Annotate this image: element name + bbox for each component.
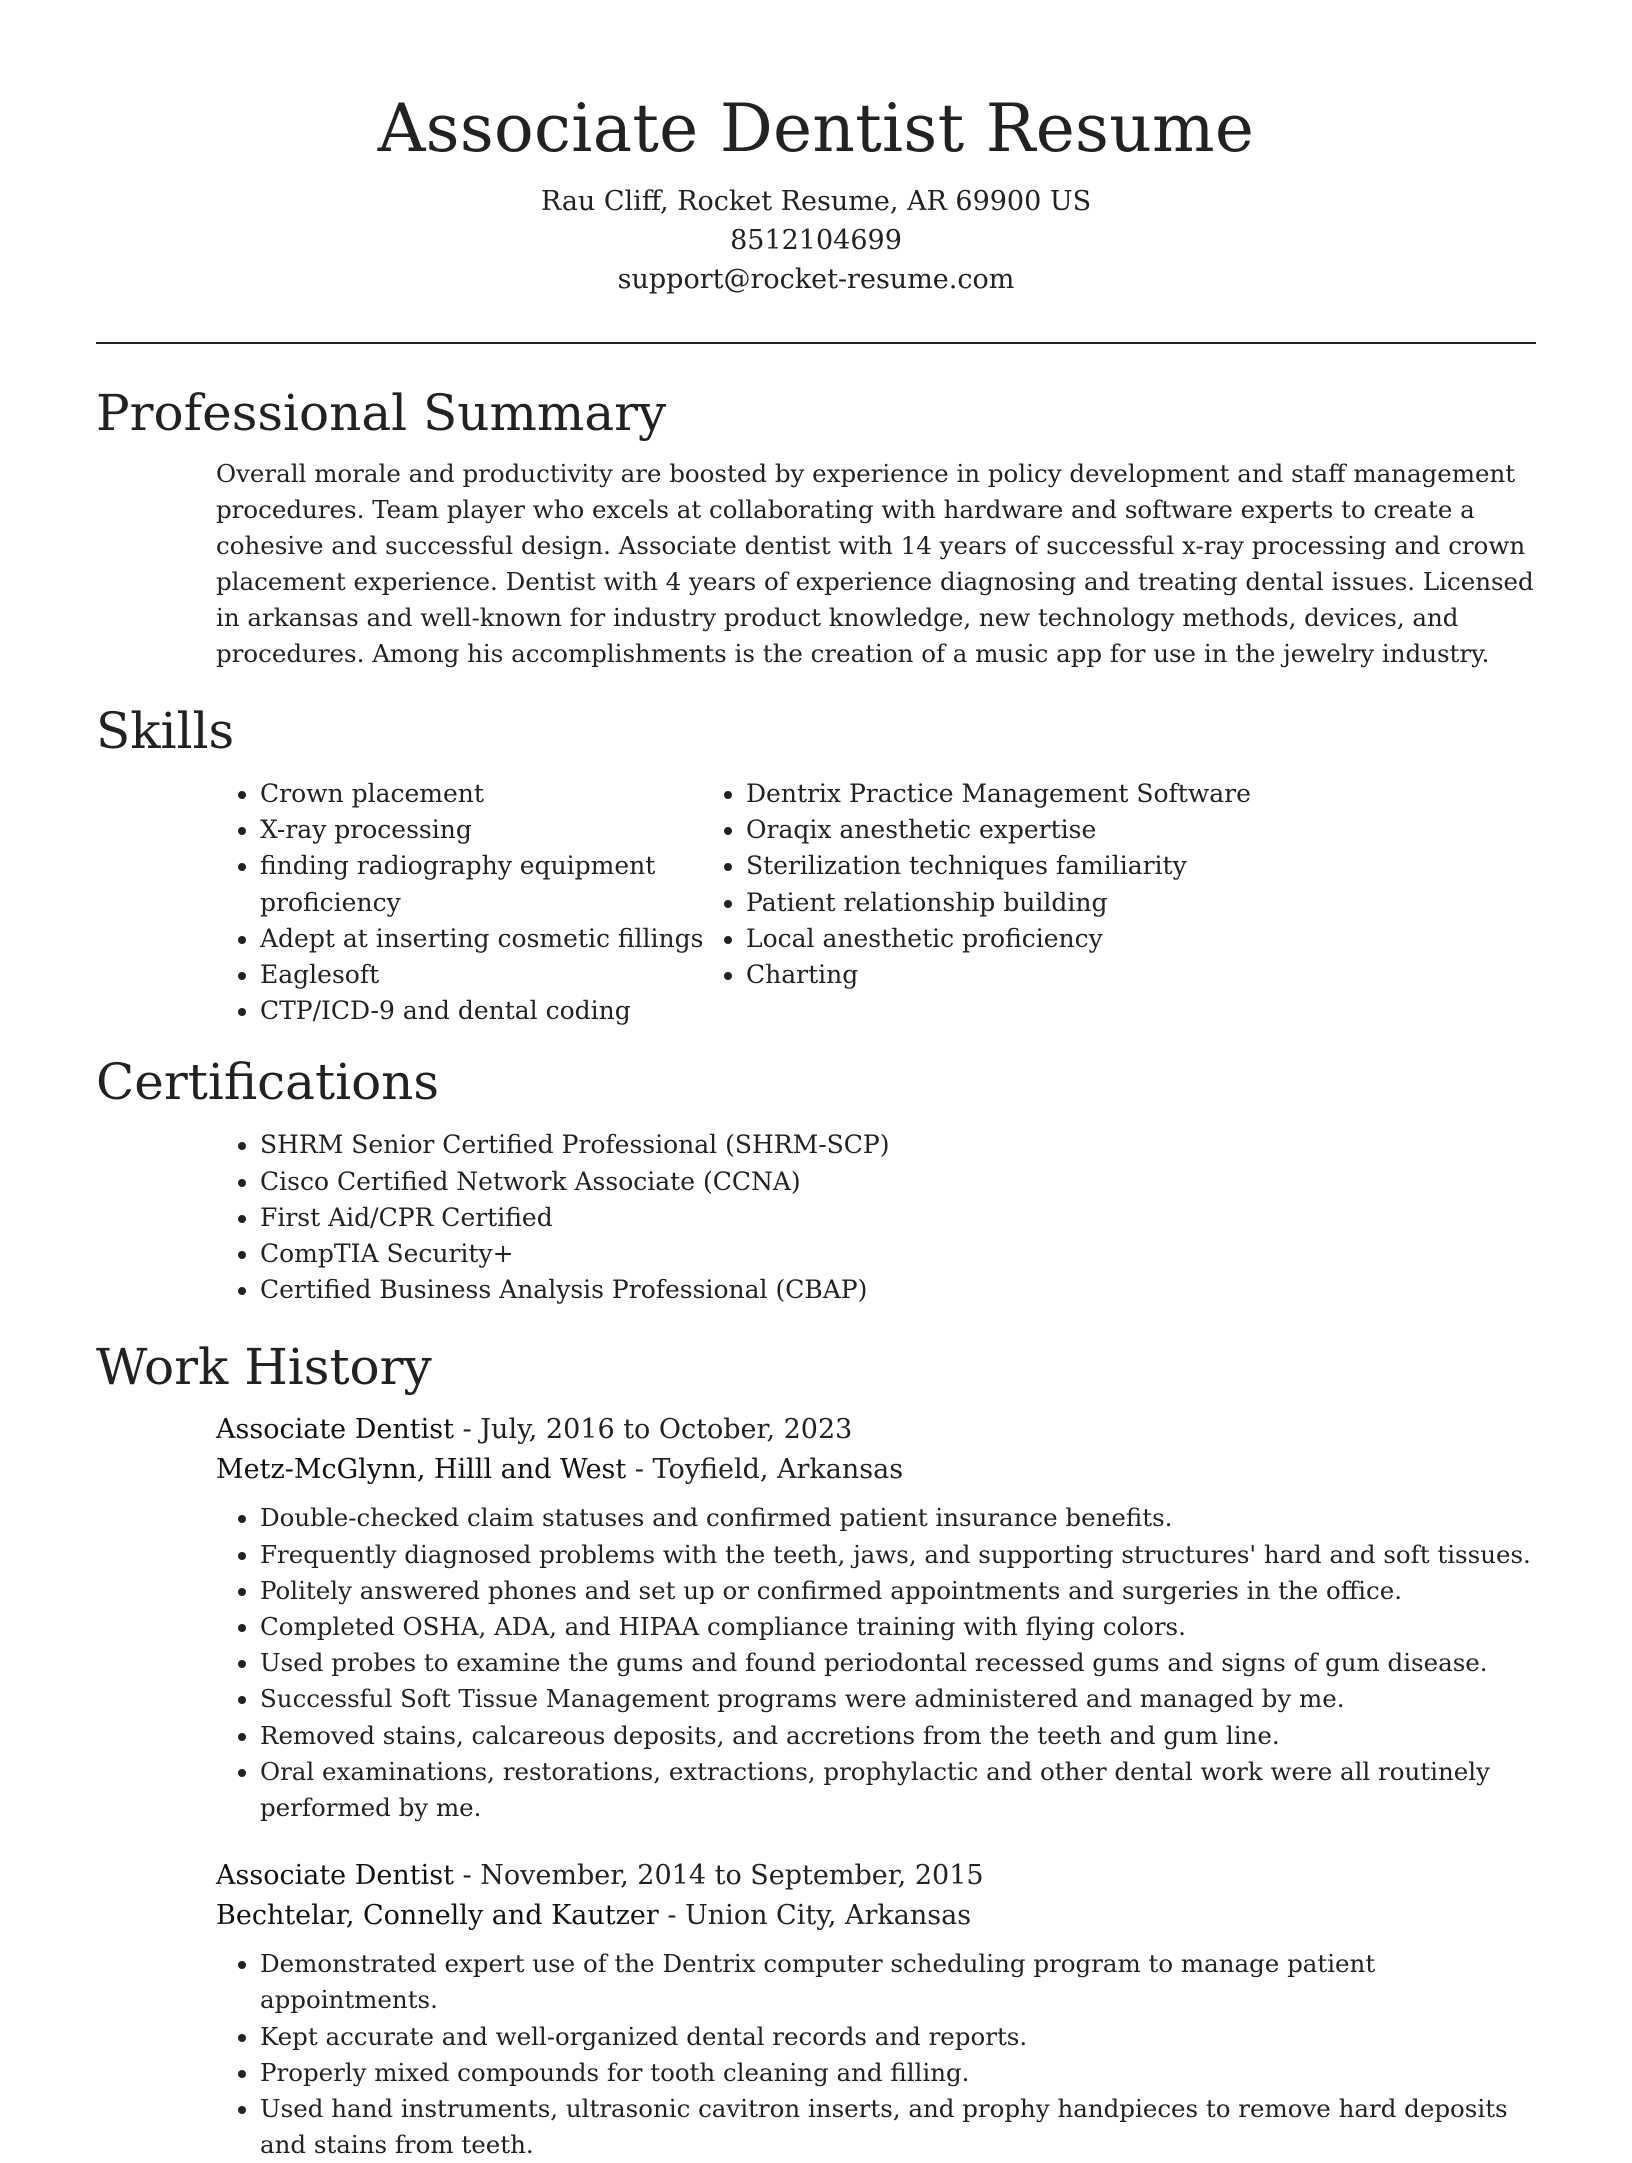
work-history-heading: Work History	[96, 1338, 432, 1397]
skill-item: • X-ray processing	[260, 812, 746, 848]
job-duty-item: • Politely answered phones and set up or confirmed appointments and surgeries in the office.	[260, 1573, 1536, 1609]
skills-heading: Skills	[96, 702, 235, 760]
job-duty-item: • Completed OSHA, ADA, and HIPAA compliance training with flying colors.	[260, 1609, 1536, 1645]
job-duty-item: • Oral examinations, restorations, extractions, prophylactic and other dental work were all routinely performed by me.	[260, 1754, 1536, 1826]
skill-item: • Sterilization techniques familiarity	[746, 848, 1536, 884]
job-title-line	[216, 1856, 1536, 1896]
job-company-line	[216, 1896, 1536, 1936]
skills-section	[96, 696, 1536, 1029]
skills-list-right	[746, 776, 1536, 1029]
certification-item: • Cisco Certified Network Associate (CCNA)	[260, 1164, 1536, 1200]
job-duty-item: • Used probes to examine the gums and found periodontal recessed gums and signs of gum disease.	[260, 1645, 1536, 1681]
job-location: - Union City, Arkansas	[658, 1900, 972, 1932]
certifications-section	[96, 1047, 1536, 1308]
skills-list-left	[96, 776, 746, 1029]
certification-item: • Certified Business Analysis Professional (CBAP)	[260, 1272, 1536, 1308]
job-dates: - July, 2016 to October, 2023	[453, 1414, 853, 1446]
job-entry	[216, 1856, 1536, 2163]
certification-item: • CompTIA Security+	[260, 1236, 1536, 1272]
job-company: Bechtelar, Connelly and Kautzer	[216, 1900, 659, 1932]
skill-item: • Eaglesoft	[260, 957, 746, 993]
work-history-section	[96, 1332, 1536, 2163]
job-location: - Toyfield, Arkansas	[626, 1454, 904, 1486]
job-entry	[216, 1410, 1536, 1826]
skill-item: • Crown placement	[260, 776, 746, 812]
job-company: Metz-McGlynn, Hilll and West	[216, 1454, 627, 1486]
certification-item: • First Aid/CPR Certified	[260, 1200, 1536, 1236]
skill-item: • Oraqix anesthetic expertise	[746, 812, 1536, 848]
skill-item: • Dentrix Practice Management Software	[746, 776, 1536, 812]
job-duty-item: • Successful Soft Tissue Management programs were administered and managed by me.	[260, 1681, 1536, 1717]
job-duty-item: • Kept accurate and well-organized dental records and reports.	[260, 2019, 1536, 2055]
skill-item: • Charting	[746, 957, 1536, 993]
job-duties-list	[216, 1500, 1536, 1826]
job-title-line	[216, 1410, 1536, 1450]
certifications-list	[96, 1127, 1536, 1308]
certifications-heading: Certifications	[96, 1053, 440, 1112]
job-duty-item: • Removed stains, calcareous deposits, and accretions from the teeth and gum line.	[260, 1718, 1536, 1754]
job-duty-item: • Double-checked claim statuses and confirmed patient insurance benefits.	[260, 1500, 1536, 1536]
skill-item: • finding radiography equipment proficiency	[260, 848, 746, 920]
skill-item: • Adept at inserting cosmetic fillings	[260, 921, 746, 957]
job-duty-item: • Used hand instruments, ultrasonic cavitron inserts, and prophy handpieces to remove hard deposits and stains from teeth.	[260, 2091, 1536, 2163]
skills-columns	[96, 776, 1536, 1029]
job-duty-item: • Properly mixed compounds for tooth cleaning and filling.	[260, 2055, 1536, 2091]
resume-header	[0, 0, 1632, 299]
resume-body	[96, 378, 1536, 2163]
skill-item: • CTP/ICD-9 and dental coding	[260, 993, 746, 1029]
summary-text: Overall morale and productivity are boosted by experience in policy development and staff management procedures. Team player who excels at collaborating with hardware and software experts to create a cohesive and successful design. Associate dentist with 14 years of successful x-ray processing and crown placement experience. Dentist with 4 years of experience diagnosing and treating dental issues. Licensed in arkansas and well-known for industry product knowledge, new technology methods, devices, and procedures. Among his accomplishments is the creation of a music app for use in the jewelry industry.	[216, 459, 1534, 668]
job-dates: - November, 2014 to September, 2015	[453, 1860, 984, 1892]
skill-item: • Local anesthetic proficiency	[746, 921, 1536, 957]
job-title: Associate Dentist	[216, 1414, 454, 1446]
contact-email: support@rocket-resume.com	[617, 264, 1015, 295]
skill-item: • Patient relationship building	[746, 885, 1536, 921]
job-duty-item: • Demonstrated expert use of the Dentrix computer scheduling program to manage patient appointments.	[260, 1946, 1536, 2018]
contact-phone: 8512104699	[730, 225, 902, 256]
job-title: Associate Dentist	[216, 1860, 454, 1892]
resume-title: Associate Dentist Resume	[377, 90, 1255, 167]
header-divider	[96, 342, 1536, 344]
job-duty-item: • Frequently diagnosed problems with the teeth, jaws, and supporting structures' hard and soft tissues.	[260, 1537, 1536, 1573]
certification-item: • SHRM Senior Certified Professional (SHRM-SCP)	[260, 1127, 1536, 1163]
job-duties-list	[216, 1946, 1536, 2163]
summary-heading: Professional Summary	[96, 384, 667, 442]
summary-section	[96, 378, 1536, 672]
job-company-line	[216, 1450, 1536, 1490]
contact-address: Rau Cliff, Rocket Resume, AR 69900 US	[540, 186, 1092, 217]
contact-info	[0, 182, 1632, 299]
